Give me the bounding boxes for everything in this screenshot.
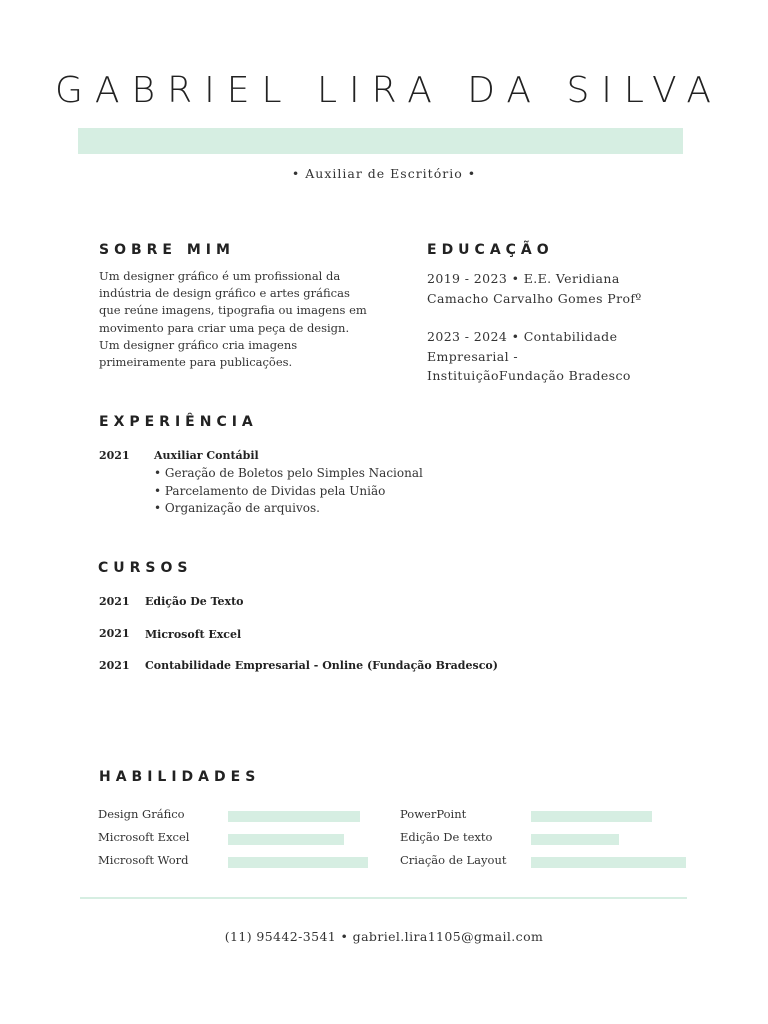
- experience-year: 2021: [99, 449, 130, 462]
- experience-title: Auxiliar Contábil: [154, 449, 259, 462]
- experience-heading: EXPERIÊNCIA: [99, 414, 258, 430]
- skill-bar: [228, 834, 368, 845]
- skill-label: PowerPoint: [400, 807, 467, 821]
- accent-band: [78, 128, 683, 154]
- about-text: [99, 268, 399, 371]
- experience-bullet: • Geração de Boletos pelo Simples Nacional: [154, 466, 423, 480]
- course-name: Edição De Texto: [145, 595, 244, 608]
- skill-bar: [531, 834, 686, 845]
- skill-bar-fill: [531, 857, 686, 868]
- skill-bar: [228, 857, 368, 868]
- about-line: indústria de design gráfico e artes gráficas: [99, 286, 350, 301]
- about-heading: SOBRE MIM: [99, 242, 235, 258]
- skill-bar-fill: [228, 857, 368, 868]
- skill-bar: [228, 811, 368, 822]
- education-entry: [427, 269, 697, 308]
- course-name: Microsoft Excel: [145, 628, 242, 641]
- education-line: InstituiçãoFundação Bradesco: [427, 368, 631, 383]
- skill-bar-fill: [228, 811, 360, 822]
- education-line: Empresarial -: [427, 348, 519, 364]
- footer-divider: [80, 897, 687, 899]
- about-line: Um designer gráfico é um profissional da: [99, 269, 341, 283]
- skill-bar-fill: [228, 834, 344, 845]
- resume-name: GABRIEL LIRA DA SILVA: [55, 70, 723, 111]
- about-line: primeiramente para publicações.: [99, 355, 293, 370]
- about-line: movimento para criar uma peça de design.: [99, 320, 350, 335]
- course-year: 2021: [99, 659, 130, 672]
- education-line: 2023 - 2024 • Contabilidade: [427, 329, 618, 344]
- about-line: que reúne imagens, tipografia ou imagens em: [99, 303, 367, 318]
- education-line: Camacho Carvalho Gomes Profº: [427, 290, 642, 306]
- job-role: • Auxiliar de Escritório •: [291, 166, 477, 181]
- course-year: 2021: [99, 595, 130, 608]
- education-line: 2019 - 2023 • E.E. Veridiana: [427, 271, 620, 286]
- experience-bullet: • Parcelamento de Dividas pela União: [154, 483, 386, 498]
- skill-label: Microsoft Word: [98, 853, 189, 867]
- experience-bullets: [154, 465, 423, 518]
- skill-label: Criação de Layout: [400, 853, 507, 867]
- skills-heading: HABILIDADES: [99, 769, 261, 785]
- skill-label: Edição De texto: [400, 830, 493, 844]
- skill-bar: [531, 857, 686, 868]
- experience-bullet: • Organização de arquivos.: [154, 501, 320, 515]
- courses-heading: CURSOS: [98, 560, 193, 576]
- skill-label: Design Gráfico: [98, 807, 185, 821]
- skill-bar: [531, 811, 686, 822]
- about-line: Um designer gráfico cria imagens: [99, 337, 298, 352]
- skill-bar-fill: [531, 834, 619, 845]
- education-entry: [427, 327, 697, 386]
- skill-label: Microsoft Excel: [98, 830, 190, 844]
- skill-bar-fill: [531, 811, 652, 822]
- education-heading: EDUCAÇÃO: [427, 242, 554, 258]
- course-year: 2021: [99, 627, 130, 640]
- contact-info: (11) 95442-3541 • gabriel.lira1105@gmail.com: [224, 929, 544, 944]
- course-name: Contabilidade Empresarial - Online (Fundação Bradesco): [145, 659, 498, 672]
